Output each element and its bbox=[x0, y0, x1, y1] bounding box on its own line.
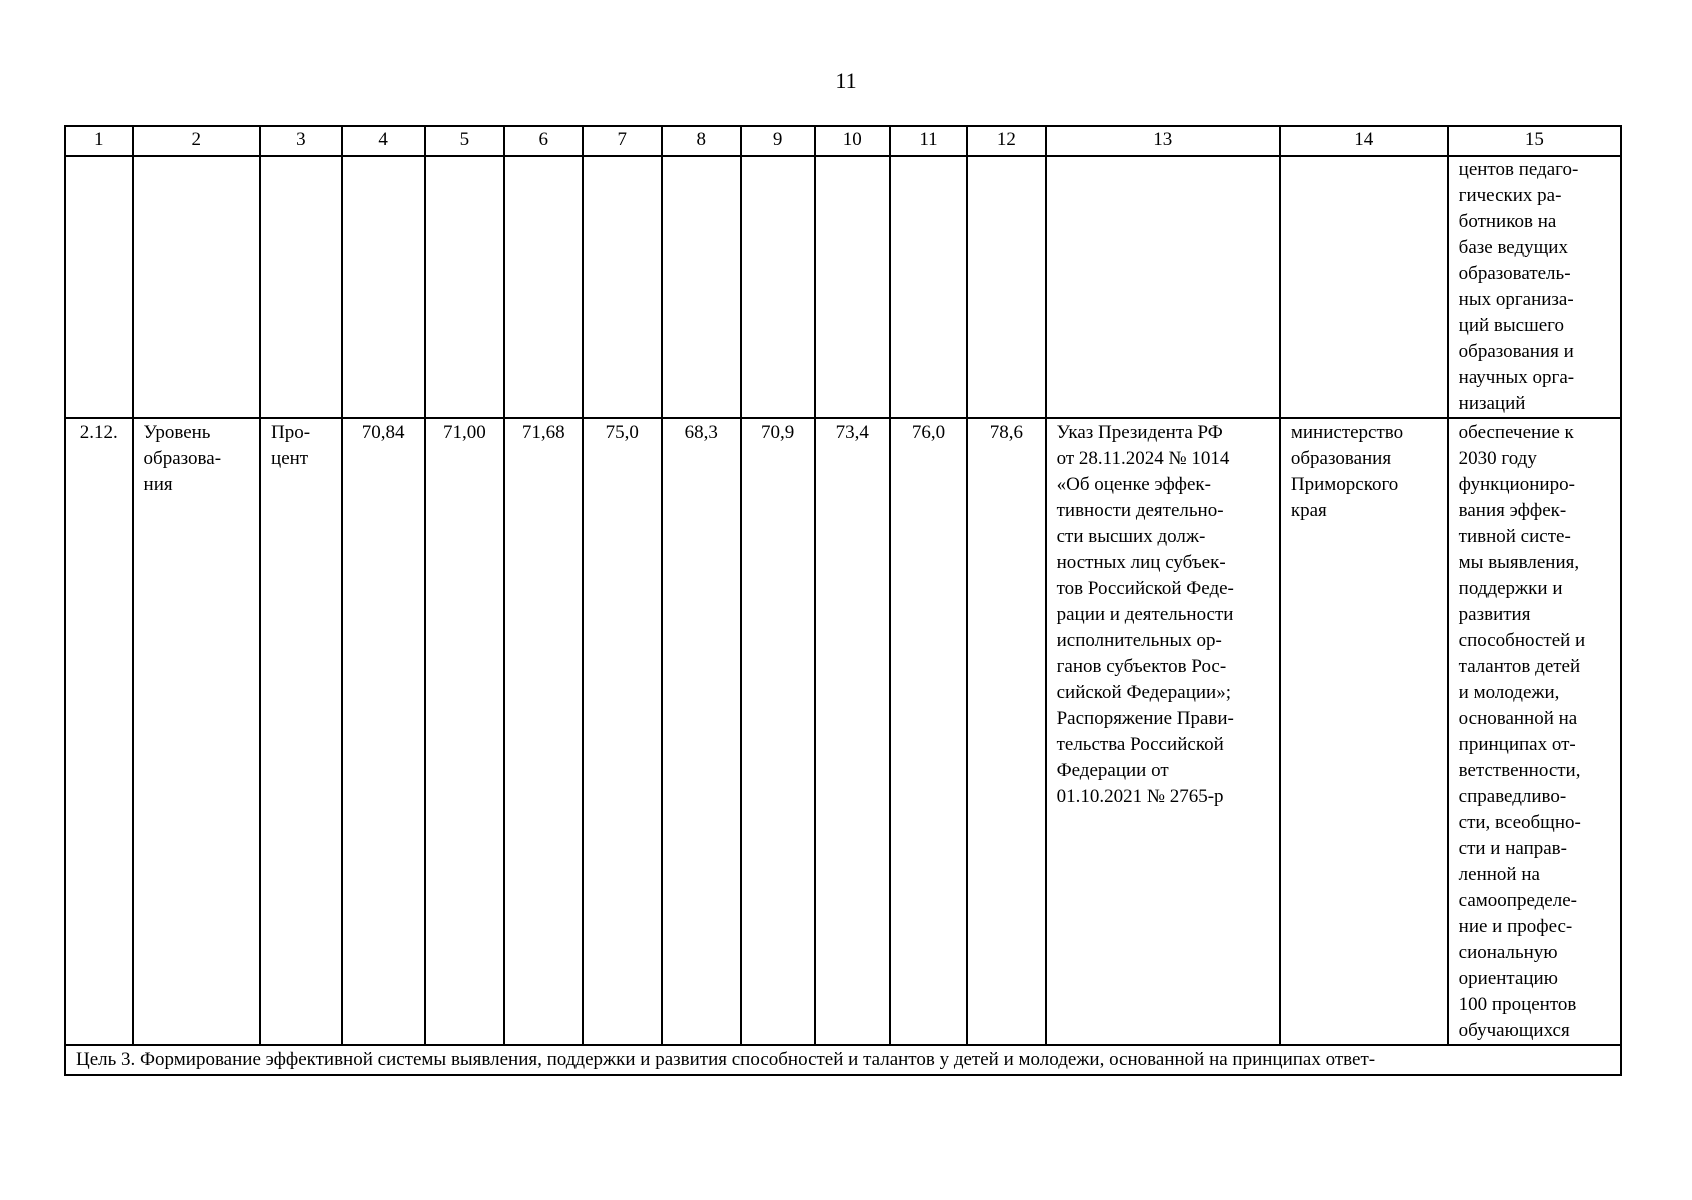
row-number-cell: 2.12. bbox=[65, 418, 133, 1045]
empty-cell bbox=[1046, 156, 1280, 418]
empty-cell bbox=[890, 156, 967, 418]
empty-cell bbox=[425, 156, 505, 418]
value-cell: 68,3 bbox=[662, 418, 740, 1045]
value-cell: 75,0 bbox=[583, 418, 663, 1045]
empty-cell bbox=[583, 156, 663, 418]
column-header: 2 bbox=[133, 126, 260, 156]
value-cell: 76,0 bbox=[890, 418, 967, 1045]
page-number: 11 bbox=[835, 68, 857, 93]
empty-cell bbox=[342, 156, 425, 418]
responsible-cell: министерство образования Приморского края bbox=[1280, 418, 1448, 1045]
column-header: 13 bbox=[1046, 126, 1280, 156]
empty-cell bbox=[967, 156, 1045, 418]
column-header: 8 bbox=[662, 126, 740, 156]
goal-3-cell: Цель 3. Формирование эффективной системы выявления, поддержки и развития способностей и талантов у детей и молодежи, основанной на принципах ответ- bbox=[65, 1045, 1621, 1075]
value-cell: 71,00 bbox=[425, 418, 505, 1045]
column-header: 4 bbox=[342, 126, 425, 156]
table-row-continued bbox=[65, 156, 1621, 418]
empty-cell bbox=[260, 156, 342, 418]
empty-cell bbox=[662, 156, 740, 418]
empty-cell bbox=[815, 156, 890, 418]
value-cell: 73,4 bbox=[815, 418, 890, 1045]
empty-cell bbox=[65, 156, 133, 418]
indicator-name-cell: Уровень образова- ния bbox=[133, 418, 260, 1045]
result-cell: обеспечение к 2030 году функциониро- вания эффек- тивной систе- мы выявления, поддержки и развития способностей и талантов детей и молодежи, основанной на принципах от- ветственности, справедливо- сти, всеобщно- сти и направ- ленной на самоопределе- ние и профес- сиональную ориентацию 100 процентов обучающихся bbox=[1448, 418, 1621, 1045]
value-cell: 78,6 bbox=[967, 418, 1045, 1045]
indicators-table bbox=[64, 125, 1622, 1076]
column-header: 3 bbox=[260, 126, 342, 156]
column-header: 1 bbox=[65, 126, 133, 156]
document-basis-cell: Указ Президента РФ от 28.11.2024 № 1014 «Об оценке эффек- тивности деятельно- сти высших долж- ностных лиц субъек- тов Российской Феде- рации и деятельности исполнительных ор- ганов субъектов Рос- сийской Федерации»; Распоряжение Прави- тельства Российской Федерации от 01.10.2021 № 2765-р bbox=[1046, 418, 1280, 1045]
column-header: 6 bbox=[504, 126, 582, 156]
empty-cell bbox=[133, 156, 260, 418]
column-numbers-row bbox=[65, 126, 1621, 156]
goal-row bbox=[65, 1045, 1621, 1075]
column-header: 12 bbox=[967, 126, 1045, 156]
value-cell: 70,9 bbox=[741, 418, 815, 1045]
value-cell: 70,84 bbox=[342, 418, 425, 1045]
value-cell: 71,68 bbox=[504, 418, 582, 1045]
column-header: 15 bbox=[1448, 126, 1621, 156]
column-header: 10 bbox=[815, 126, 890, 156]
empty-cell bbox=[741, 156, 815, 418]
empty-cell bbox=[1280, 156, 1448, 418]
column-header: 9 bbox=[741, 126, 815, 156]
column-header: 11 bbox=[890, 126, 967, 156]
column-header: 14 bbox=[1280, 126, 1448, 156]
empty-cell bbox=[504, 156, 582, 418]
unit-cell: Про- цент bbox=[260, 418, 342, 1045]
column-header: 5 bbox=[425, 126, 505, 156]
table-row-2-12 bbox=[65, 418, 1621, 1045]
result-continued-cell: центов педаго- гических ра- ботников на базе ведущих образователь- ных организа- ций высшего образования и научных орга- низаций bbox=[1448, 156, 1621, 418]
column-header: 7 bbox=[583, 126, 663, 156]
